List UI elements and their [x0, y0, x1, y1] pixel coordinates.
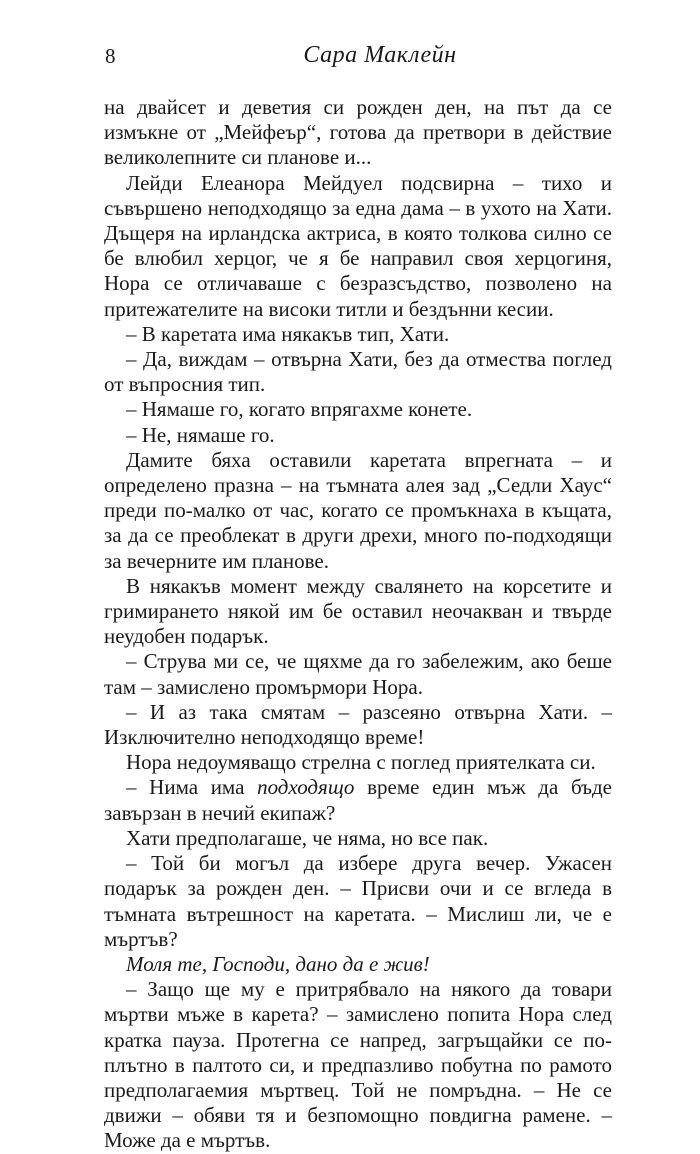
- paragraph: [104, 423, 612, 448]
- text-segment: – Да, виждам – отвърна Хати, без да отмества поглед от въпросния тип.: [104, 347, 612, 397]
- text-segment: на двайсет и деветия си рожден ден, на път да се измъкне от „Мейфеър“, готова да претвори в действие великолепните си планове и...: [104, 95, 612, 170]
- italic-text: Моля те, Господи, дано да е жив!: [126, 951, 430, 976]
- paragraph: [104, 750, 612, 775]
- paragraph: [104, 448, 612, 574]
- paragraph: [104, 952, 612, 977]
- body-text: [104, 95, 612, 1154]
- page-number: 8: [105, 44, 116, 68]
- paragraph: [104, 95, 612, 171]
- text-segment: – В каретата има някакъв тип, Хати.: [126, 321, 450, 346]
- text-segment: – Защо ще му е притрябвало на някого да товари мъртви мъже в карета? – замислено попита Нора след кратка пауза. Протегна се напред, загръщайки се по-плътно в палтото си, и предпазливо побутна по рамото предполагаемия мъртвец. Той не помръдна. – Не се движи – обяви тя и безпомощно повдигна рамене. – Може да е мъртъв.: [104, 977, 612, 1153]
- text-segment: Нора недоумяващо стрелна с поглед приятелката си.: [126, 750, 596, 775]
- paragraph: [104, 397, 612, 422]
- text-segment: Хати предполагаше, че няма, но все пак.: [126, 825, 489, 850]
- paragraph: [104, 775, 612, 825]
- paragraph: [104, 649, 612, 699]
- paragraph: [104, 826, 612, 851]
- paragraph: [104, 347, 612, 397]
- text-segment: – Той би могъл да избере друга вечер. Ужасен подарък за рожден ден. – Присви очи и се вгледа в тъмната вътрешност на каретата. – Мислиш ли, че е мъртъв?: [104, 851, 612, 951]
- text-segment: – Нима има: [126, 775, 258, 800]
- text-segment: – И аз така смятам – разсеяно отвърна Хати. – Изключително неподходящо време!: [104, 699, 612, 750]
- paragraph: [104, 171, 612, 322]
- paragraph: [104, 322, 612, 347]
- text-segment: – Не, нямаше го.: [126, 422, 275, 447]
- text-segment: В някакъв момент между свалянето на корсетите и гримирането някой им бе оставил неочакван и твърде неудобен подарък.: [104, 573, 612, 649]
- text-segment: Лейди Елеанора Мейдуел подсвирна – тихо и съвършено неподходящо за една дама – в ухото на Хати. Дъщеря на ирландска актриса, в която толкова силно се бе влюбил херцог, че я бе направил своя херцогиня, Нора се отличаваше с безразсъдство, позволено на притежателите на високи титли и бездънни кесии.: [104, 170, 612, 321]
- text-segment: време един мъж да бъде завързан в нечий екипаж?: [104, 775, 612, 825]
- paragraph: [104, 574, 612, 650]
- text-segment: Дамите бяха оставили каретата впрегната – и определено празна – на тъмната алея зад „Седли Хаус“ преди по-малко от час, когато се промъкнаха в къщата, за да се преоблекат в други дрехи, много по-подходящи за вечерните им планове.: [104, 447, 612, 573]
- italic-text: подходящо: [257, 775, 355, 800]
- paragraph: [104, 700, 612, 750]
- running-head-author: Сара Маклейн: [303, 42, 457, 68]
- paragraph: [104, 851, 612, 952]
- text-segment: – Струва ми се, че щяхме да го забележим, ако беше там – замислено промърмори Нора.: [104, 649, 612, 699]
- text-segment: – Нямаше го, когато впрягахме конете.: [126, 397, 473, 422]
- paragraph: [104, 977, 612, 1153]
